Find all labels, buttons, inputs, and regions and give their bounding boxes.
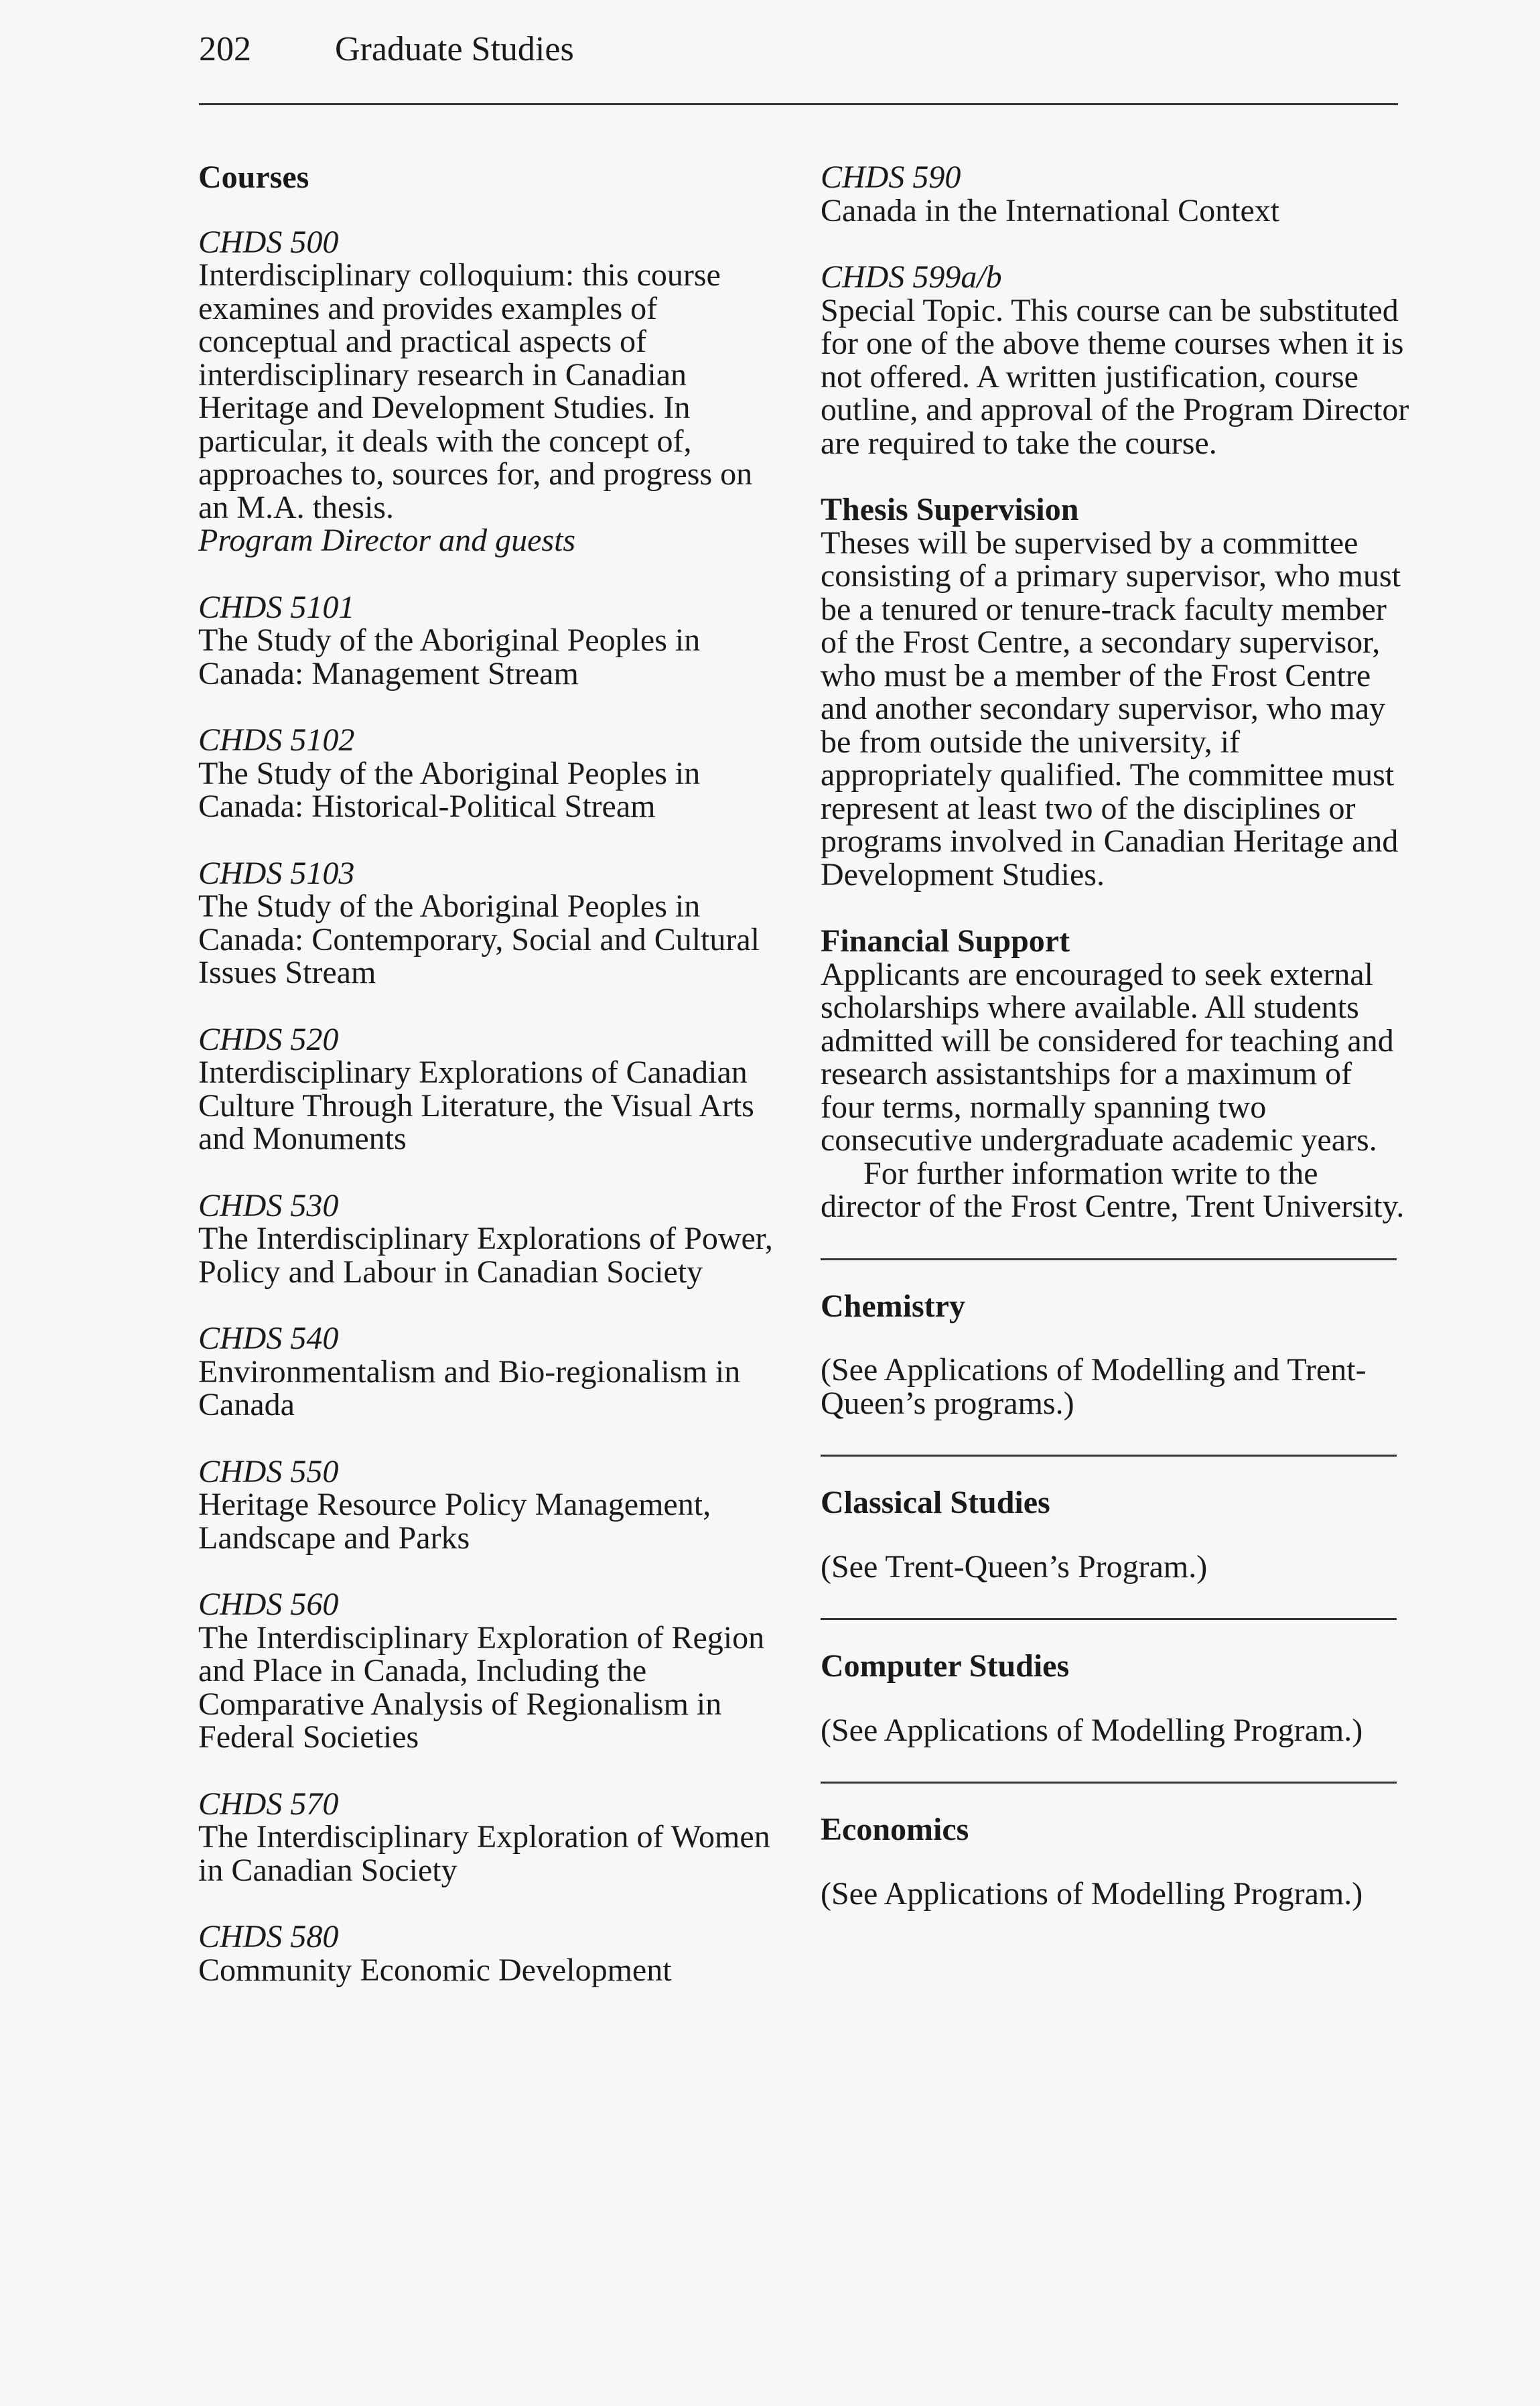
course-title: The Study of the Aboriginal Peoples in Canada: Management Stream — [198, 622, 701, 691]
chemistry-heading: Chemistry — [821, 1288, 965, 1324]
course-title: The Interdisciplinary Exploration of Women in Canadian Society — [198, 1819, 770, 1888]
section-divider — [821, 1782, 1397, 1784]
course-title: Interdisciplinary Explorations of Canadian Culture Through Literature, the Visual Arts and Monuments — [198, 1055, 754, 1156]
classical-studies-note: (See Trent-Queen’s Program.) — [821, 1548, 1208, 1585]
course-entry — [198, 226, 788, 557]
computer-studies-note: (See Applications of Modelling Program.) — [821, 1712, 1363, 1748]
course-code: CHDS 590 — [821, 159, 961, 195]
course-entry — [198, 1189, 788, 1289]
course-title: Heritage Resource Policy Management, Landscape and Parks — [198, 1487, 711, 1556]
section-divider — [821, 1455, 1397, 1457]
financial-support-text: Applicants are encouraged to seek external scholarships where available. All students admitted will be considered for teaching and research assistantships for a maximum of four terms, normally spanning two consecutive undergraduate academic years. — [821, 956, 1394, 1158]
course-title: Community Economic Development — [198, 1952, 672, 1988]
course-entry — [198, 724, 788, 823]
course-description: Interdisciplinary colloquium: this course examines and provides examples of conceptual and practical aspects of interdisciplinary research in Canadian Heritage and Development Studies. In particular, it deals with the concept of, approaches to, sources for, and progress on an M.A. thesis. — [198, 257, 753, 525]
thesis-supervision-heading: Thesis Supervision — [821, 492, 1079, 527]
left-column — [198, 161, 788, 1987]
courses-heading: Courses — [198, 159, 309, 195]
course-code: CHDS 550 — [198, 1453, 339, 1489]
economics-heading: Economics — [821, 1812, 969, 1847]
financial-support-contact: For further information write to the director of the Frost Centre, Trent University. — [821, 1155, 1405, 1224]
course-code: CHDS 599a/b — [821, 259, 1002, 295]
classical-studies-section — [821, 1486, 1410, 1583]
chemistry-note: (See Applications of Modelling and Trent-Queen’s programs.) — [821, 1352, 1367, 1421]
classical-studies-heading: Classical Studies — [821, 1485, 1050, 1520]
page-header — [199, 24, 1398, 105]
running-title: Graduate Studies — [335, 30, 574, 68]
section-divider — [821, 1258, 1397, 1260]
section-divider — [821, 1618, 1397, 1620]
course-code: CHDS 5101 — [198, 589, 355, 625]
computer-studies-section — [821, 1650, 1410, 1747]
economics-section — [821, 1813, 1410, 1910]
course-instructor: Program Director and guests — [198, 523, 576, 558]
thesis-supervision-section — [821, 493, 1410, 891]
course-entry — [198, 591, 788, 691]
course-code: CHDS 580 — [198, 1919, 339, 1954]
financial-support-section — [821, 925, 1410, 1223]
course-code: CHDS 570 — [198, 1786, 339, 1822]
course-code: CHDS 5102 — [198, 722, 355, 758]
course-entry — [198, 1920, 788, 1987]
course-title: The Interdisciplinary Explorations of Power, Policy and Labour in Canadian Society — [198, 1221, 773, 1290]
course-title: Environmentalism and Bio-regionalism in Canada — [198, 1353, 741, 1422]
course-title: The Study of the Aboriginal Peoples in Canada: Historical-Political Stream — [198, 755, 701, 824]
course-code: CHDS 560 — [198, 1587, 339, 1622]
thesis-supervision-text: Theses will be supervised by a committee consisting of a primary supervisor, who must be a tenured or tenure-track faculty member of the Frost Centre, a secondary supervisor, who must be a member of the Frost Centre and another secondary supervisor, who may be from outside the university, if appropriately qualified. The committee must represent at least two of the disciplines or programs involved in Canadian Heritage and Development Studies. — [821, 525, 1401, 892]
course-code: CHDS 520 — [198, 1021, 339, 1057]
course-entry — [198, 1023, 788, 1156]
right-column — [821, 161, 1410, 1910]
course-description: Special Topic. This course can be substituted for one of the above theme courses when it is not offered. A written justification, course outline, and approval of the Program Director are required to take the course. — [821, 292, 1409, 461]
course-title: Canada in the International Context — [821, 192, 1280, 228]
course-code: CHDS 540 — [198, 1321, 339, 1356]
course-entry — [821, 161, 1410, 227]
computer-studies-heading: Computer Studies — [821, 1648, 1070, 1684]
course-entry — [198, 1788, 788, 1887]
course-entry — [198, 1322, 788, 1422]
course-title: The Interdisciplinary Exploration of Region and Place in Canada, Including the Comparative Analysis of Regionalism in Federal Societies — [198, 1619, 765, 1755]
chemistry-section — [821, 1290, 1410, 1420]
page-number: 202 — [199, 30, 251, 68]
course-entry — [198, 1588, 788, 1754]
course-entry — [821, 261, 1410, 460]
financial-support-heading: Financial Support — [821, 923, 1070, 959]
course-title: The Study of the Aboriginal Peoples in Canada: Contemporary, Social and Cultural Issues Stream — [198, 888, 760, 990]
course-entry — [198, 857, 788, 990]
economics-note: (See Applications of Modelling Program.) — [821, 1875, 1363, 1912]
course-code: CHDS 5103 — [198, 855, 355, 891]
course-code: CHDS 530 — [198, 1187, 339, 1223]
course-code: CHDS 500 — [198, 224, 339, 260]
course-entry — [198, 1455, 788, 1555]
